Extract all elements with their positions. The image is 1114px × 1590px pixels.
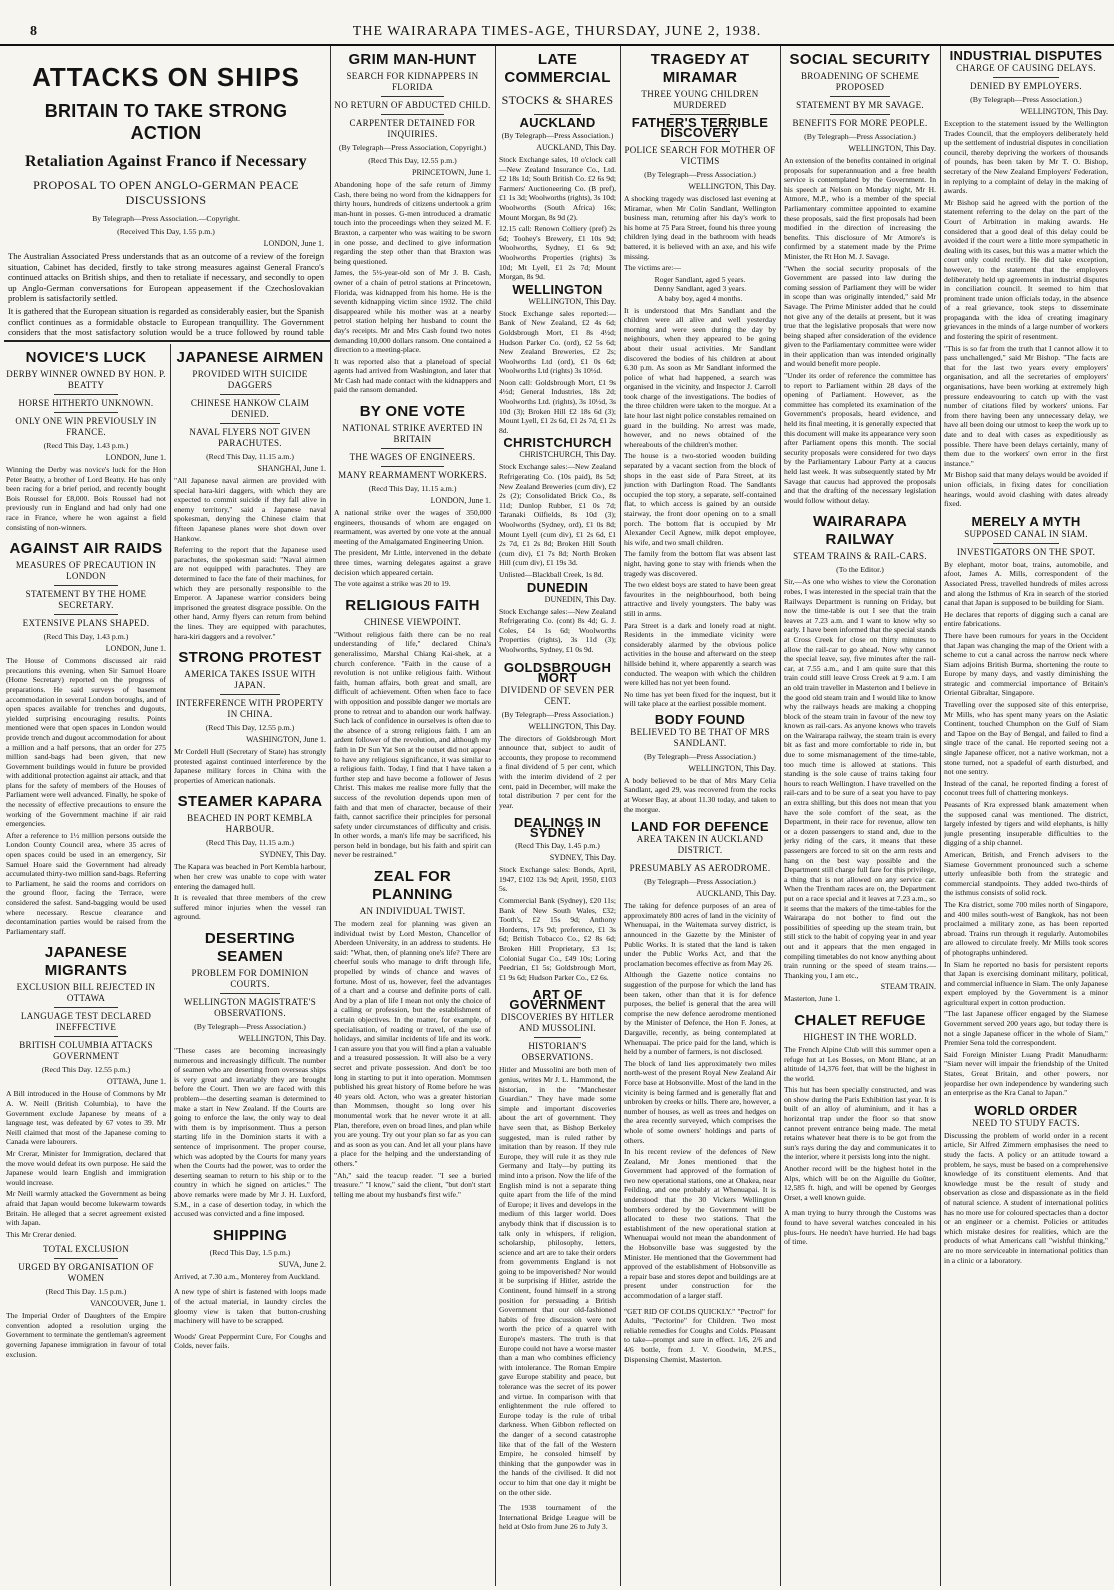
dateline: WELLINGTON, This Day. <box>688 182 776 191</box>
subheadline: PROVIDED WITH SUICIDE DAGGERS <box>192 369 308 390</box>
paragraph: A national strike over the wages of 350,000 engineers, thousands of whom are engaged on rearmament, was averted by one vote at the annual meeting of the Amalgamated Engineering Union. <box>334 508 491 546</box>
paragraph: "Ah," said the teacup reader. "I see a buried treasure." "I know," said the client, "but don't start telling me about my husband's first wife." <box>334 1170 491 1199</box>
subheadline: EXCLUSION BILL REJECTED IN OTTAWA <box>16 982 156 1004</box>
dateline: VANCOUVER, June 1. <box>90 1299 166 1309</box>
subheadline: SEARCH FOR KIDNAPPERS IN FLORIDA <box>346 71 479 92</box>
paragraph: The vote against a strike was 20 to 19. <box>334 579 451 589</box>
page-number: 8 <box>30 24 37 39</box>
headline: JAPANESE AIRMEN <box>176 349 324 366</box>
dateline: WELLINGTON, This Day. <box>1020 107 1108 116</box>
column-rule <box>620 46 621 1586</box>
subheadline: STATEMENT BY MR SAVAGE. <box>796 100 924 110</box>
headline: JAPANESE MIGRANTS <box>44 944 128 980</box>
headline: STEAMER KAPARA <box>177 793 323 811</box>
dateline: WELLINGTON, This Day. <box>528 296 616 306</box>
article-attacks-on-ships <box>8 48 324 338</box>
subheadline: FATHER'S TERRIBLE DISCOVERY <box>631 115 769 140</box>
subheadline: MANY REARMAMENT WORKERS. <box>338 470 487 481</box>
paragraph: Mr Cordell Hull (Secretary of State) has strongly protested against continued interference by the Japanese military forces in China with the properties of American nationals. <box>174 747 326 785</box>
received-time: (Recd This Day, 1.43 p.m.) <box>43 441 129 450</box>
paragraph: The block of land lies approximately two miles north-west of the present Royal New Zealand Air Force base at Hobsonville. Most of the land in the vicinity is being farmed and is generally flat and unbroken by creeks or hills. There are, however, a number of houses, as well as trees and hedges on the area recently surveyed, which comprises the whole of some owners' holdings and parts of others. <box>624 1058 776 1145</box>
paragraph: Travelling over the supposed site of this enterprise, Mr Mills, who has spent many years on the Asiatic Continent, touched Chumphon on the Gulf of Siam and Tapoe on the Bay of Bengal, and failed to find a single trace of the canal. He reported seeing not a single Japanese officer, not a native workman, not a stone turned, not a spadeful of earth disturbed, and not one sentry. <box>944 700 1108 777</box>
subheadline: HIGHEST IN THE WORLD. <box>803 1031 917 1042</box>
subheadline: DISCOVERIES BY HITLER AND MUSSOLINI. <box>500 1012 615 1034</box>
subheadline: AN INDIVIDUAL TWIST. <box>359 906 466 917</box>
paragraph: The house is a two-storied wooden building separated by a vacant section from the block of shops in the east side of Para Street, at its junction with Darlington Road. The Sandlants occupied the top story, a separate, self-contained flat, to which access is gained by an outside stairway, the front door opening on to a small porch. The bottom flat is occupied by Mr Alexander Cecil Agnew, milk depot employee, his wife, and two small children. <box>624 451 776 547</box>
byline: (By Telegraph—Press Association, Copyright.) <box>338 143 487 152</box>
paragraph: The modern zeal for planning was given an individual twist by Lord Meston, Chancellor of Aberdeen University, in an address to students. He said: "What, then, of planning one's life? There are cheerful souls who manage to drift through life, propelled by winds of chance and waves of fortune. Most of us, however, feel the advantages of a chart and a course and definite ports of call. And by a plan of life I mean not only the choice of a calling or profession, but the establishment of certain objectives. In the matter, for example, of specialisation, of reading or travel, of the use of holidays, and similar incidents of life and its work. I can assure you that you will find a plan a valuable and a treasured possession. It will also be a very secret and private possession. And don't be too long in starting to put it into operation. Mommsen published his great history of Rome before he was 40 years old. Acton, who was a greater historian than Mommsen, thought so long over his monumental work that he never wrote it at all. Plan, therefore, even on broad lines, and plan while you are young. Try out your plan so far as you can and as soon as you can. And let all your plans have a place for the helping and the understanding of others." <box>334 919 491 1168</box>
paragraph: A man trying to hurry through the Customs was found to have several watches concealed in his plus-fours. He needn't have hurried. He had bags of time. <box>784 1208 936 1247</box>
subheadline: INTERFERENCE WITH PROPERTY IN CHINA. <box>176 698 324 720</box>
headline: BY ONE VOTE <box>359 403 466 421</box>
dateline: SHANGHAI, June 1. <box>257 464 326 473</box>
section-heading: AUCKLAND <box>519 115 596 130</box>
headline: ART OF GOVERNMENT <box>509 987 606 1013</box>
subheadline: NEED TO STUDY FACTS. <box>972 1117 1080 1128</box>
paragraph: A body believed to be that of Mrs Mary Celia Sandlant, aged 29, was recovered from the rocks at Worser Bay, at about 11.30 today, and taken to the morgue. <box>624 775 776 814</box>
paragraph: Instead of the canal, he reported finding a forest of coconut trees full of chattering monkeys. <box>944 778 1108 798</box>
subheadline: BENEFITS FOR MORE PEOPLE. <box>792 118 928 128</box>
paragraph: In his recent review of the defences of New Zealand, Mr Jones mentioned that the Government had approved of the formation of two new operational stations, one at Ohakea, near Feilding, and one probably at Whenuapai. It is understood that the 30 Vickers Wellington bombers ordered by the Government will be allocated to these two stations. That the establishment of the new operational station at Whenuapai would not mean the abandonment of the Hobsonville base was suggested by the Minister. He mentioned that the Government had approved of the establishment of Hobsonville as a repair base and stores depot and buildings are at present under construction for the accommodation of a larger staff. <box>624 1147 776 1300</box>
paragraph: "Under its order of reference the committee has to report to Parliament within 28 days of the opening of Parliament. However, as the committee has completed its examination of the Government's proposals, heard evidence, and held its final meeting, it is generally expected that this document will make its appearance very soon after Parliament opens this month. The social security proposals were considered for two days by the Parliamentary Labour Party at a caucus held last week. It was subsequently stated by Mr Savage that caucus had approved the proposals and that the drafting of the necessary legislation would follow without delay. <box>784 371 936 505</box>
paragraph: The president, Mr Little, intervened in the debate three times, warning delegates against a grave decision which appeared certain. <box>334 548 491 577</box>
received-time: (By Telegraph—Press Association.) <box>644 170 756 179</box>
paragraph: Mr Neill warmly attacked the Government as being afraid that Japan would become lukewarm towards Britain. He alleged that a secret agreement existed with Japan. <box>6 1189 166 1228</box>
paragraph: Stock Exchange sales:—New Zealand Refrigerating Co. (cont) 8s 4d; G. J. Coles, £4 1s 6d; Woolworths Properties (rights), 3s 11d (3); Woolworths, Sydney, £1 0s 9d. <box>499 606 616 654</box>
paragraph: Noon call: Goldsbrough Mort, £1 9s 4½d; General Industries, 18s 2d; Woolworths Ltd. (rights), 3s 10½d, 3s 10d (3); Broken Hill £2 18s 6d (3); Mount Lyell, £1 2s 6d, £1 2s 7d, £1 2s 8d. <box>499 377 616 435</box>
dateline: OTTAWA, June 1. <box>106 1077 166 1087</box>
subheadline: THE WAGES OF ENGINEERS. <box>349 452 476 463</box>
column-2 <box>174 346 326 1586</box>
paragraph: The House of Commons discussed air raid precautions this evening, when Sir Samuel Hoare (Home Secretary) reported on the progress of preparations. He said surveys of basement accommodation in several London boroughs, and of open spaces available for trenches and dugouts, yielded surprising encouraging results. Points mentioned were that open spaces in London would provide trench and dugout accommodation for about a million and a half persons, that an order for 275 million sand-bags had been given, that new Government buildings would in future be provided with additional protection against air attack, and that plans for the safety of members of the Houses of Parliament were well advanced. Finally, he spoke of the necessity of effective precautions to ensure the working of the Government machine if air raid emergencies. <box>6 656 166 829</box>
received-time: (Recd This Day. 12.55 p.m.) <box>41 1065 131 1075</box>
column-4 <box>499 48 616 1586</box>
subheadline: WELLINGTON MAGISTRATE'S OBSERVATIONS. <box>183 997 317 1019</box>
paragraph: After a reference to 1½ million persons outside the London County Council area, where 35 acres of open spaces could be used in an emergency, Sir Samuel Hoare said the Government had already accumulated thirty-two million sand-bags. Referring to Parliament, he said the rooms and corridors on the ground floor, facing the Terrace, were considered the safest. Sand-bagging would be used where necessary. Rescue clearance and decontamination parties would be raised from the Parliamentary staff. <box>6 830 166 936</box>
dateline: DUNEDIN, This Day. <box>544 594 616 604</box>
paragraph: Abandoning hope of the safe return of Jimmy Cash, there being no word from the kidnappers for thirty hours, hundreds of citizens undertook a grim man-hunt in posses. G-men introduced a dramatic touch into the proceedings when they seized M. F. Braxton, a carpenter who was waiting to be sworn in one posse, and declined to give information regarding the step other than that Braxton was being questioned. <box>334 180 491 266</box>
received-time: (Recd This Day, 12.55 p.m.) <box>368 156 457 165</box>
column-1 <box>6 346 166 1586</box>
received-time: (By Telegraph—Press Association.) <box>804 132 916 141</box>
subheadline: CHINESE VIEWPOINT. <box>363 616 462 627</box>
paragraph: It is revealed that three members of the crew suffered minor injuries when the vessel ran aground. <box>174 893 326 922</box>
dateline: LONDON, June 1. <box>430 496 491 506</box>
subheadline: BEACHED IN PORT KEMBLA HARBOUR. <box>187 813 313 835</box>
subheadline: PROBLEM FOR DOMINION COURTS. <box>191 968 309 990</box>
letter-heading: (To the Editor.) <box>836 565 884 575</box>
received-time: (Recd This Day, 11.15 a.m.) <box>206 452 294 461</box>
paragraph: Stock Exchange sales, 10 o'clock call—New Zealand Insurance Co., Ltd. £2 18s 1d; South British Co. £2 6s 9d; Farmers' Auctioneering Co. (B pref), £1 1s 3d; Woolworths (rights), 3s 10d; Woolworths (South Africa) 16s; Mount Morgan, 8s 9d (2). <box>499 155 616 222</box>
subheadline: BRITISH COLUMBIA ATTACKS GOVERNMENT <box>19 1040 153 1062</box>
place: Masterton, June 1. <box>784 994 841 1004</box>
section-heading: CHRISTCHURCH <box>503 435 612 451</box>
headline: LATE COMMERCIAL <box>504 51 611 86</box>
paragraph: The 1938 tournament of the International Bridge League will be held at Oslo from June 26 to July 3. <box>499 1503 616 1532</box>
received-time: (By Telegraph—Press Association.) <box>970 95 1082 104</box>
paragraph: Exception to the statement issued by the Wellington Trades Council, that the employers deliberately held up the settlement of industrial disputes in conciliation council, thereby depriving the workers of thousands of pounds, has been taken by Mr T. O. Bishop, secretary of the New Zealand Employers' Federation, in replying to a complaint of delay in the making of awards. <box>944 119 1108 196</box>
masthead <box>0 0 1114 46</box>
headline: SHIPPING <box>212 1226 288 1244</box>
paragraph: The French Alpine Club will this summer open a refuge hut at Les Bosses, on Mont Blanc, at an altitude of 14,376 feet, that will be the highest in the world. <box>784 1044 936 1083</box>
paragraph: It was reported also that a planeload of special agents had arrived from Washington, and later that Mr Cash had made contact with the kidnappers and paid the ransom demanded. <box>334 356 491 395</box>
received-time: (Recd This Day, 12.55 p.m.) <box>205 723 295 733</box>
dateline: WELLINGTON, This Day. <box>528 721 616 731</box>
paragraph: He declares that reports of digging such a canal are entire fabrications. <box>944 609 1108 629</box>
paragraph: Although the Gazette notice contains no suggestion of the purpose for which the land has been taken, other than that it is for defence purposes, the belief is general that the area will comprise the new defence aerodrome mentioned by the Minister of Defence, the Hon F. Jones, at Dargaville, recently, as being contemplated at Whenuapai. The price paid for the land, which is held by a number of farmers, is not disclosed. <box>624 970 776 1057</box>
paragraph: The Imperial Order of Daughters of the Empire convention adopted a resolution urging the Government to terminate the gentleman's agreement governing Japanese immigration in favour of total exclusion. <box>6 1311 166 1359</box>
dateline: AUCKLAND, This Day. <box>536 143 616 152</box>
list-item: A baby boy, aged 4 months. <box>657 293 743 303</box>
subheadline: TOTAL EXCLUSION <box>42 1244 130 1255</box>
headline: SOCIAL SECURITY <box>789 51 931 68</box>
column-6 <box>784 48 936 1586</box>
column-rule <box>495 46 496 1586</box>
dateline: CHRISTCHURCH, This Day. <box>519 450 616 460</box>
headline: MERELY A MYTH <box>971 513 1081 529</box>
subheadline: HORSE HITHERTO UNKNOWN. <box>18 398 154 408</box>
paragraph: "Without religious faith there can be no real understanding of life," declared China's generalissimo, Marshal Chiang Kai-shek, at a church conference. "Faith in the cause of a revolution is not unlike religious faith. Without faith, human affairs, both great and small, are difficult of achievement. Often when face to face with opposition and possible danger we mortals are prone to retreat and to abandon our work halfway. Such lack of confidence in ourselves is often due to the absence of a strong religious faith. I am an ardent follower of the revolution, and although my faith in Dr Sun Yat Sen at the outset did not appear to have any religious significance, it was similar to a religious faith. Today, I find that I have taken a further step and have become a follower of Jesus Christ. This makes me realise more fully that the success of the revolution depends upon men of faith and that men of character, because of their faith, cannot sacrifice their principles for personal safety under circumstances of difficulty and crisis. In other words, a man's life may be sacrificed, his person held in bondage, but his faith and spirit can never be restrained." <box>334 629 491 860</box>
paragraph: Peasants of Kra expressed blank amazement when the supposed canal was mentioned. The district, largely infested by tigers and wild elephants, is hilly jungle presenting insuperable difficulties to the digging of a ship channel. <box>944 800 1108 848</box>
headline: STRONG PROTEST <box>178 649 322 667</box>
paragraph: Commercial Bank (Sydney), £20 11s; Bank of New South Wales, £32; Tooth's, £2 15s 9d; Anthony Horderns, 17s 9d; preference, £1 3s 6d; British Tobacco Co., £2 8s 6d; Broken Hill Proprietary, £3 1s; Colonial Sugar Co., £49 10s; Loring Peedrian, £1 5s; Goldsbrough Mort, £1 9s 6d; Hudson Parker Co., £2 6s. <box>499 896 616 982</box>
paragraph: It is understood that Mrs Sandlant and the children were all alive and well yesterday morning and were seen during the day by neighbours, when they appeared to be going about their usual activities. Mr Sandlant discovered the bodies of his children at about 6.30 p.m. As soon as Mr Sandlant informed the police of what had happened, a search was organised in the vicinity, and Inspector J. Carroll took charge of the investigations. The bodies of the three children were taken to the morgue. At a late hour last night police constables remained on guard in the building. No arrest was made, however, and no news obtained of the whereabouts of the children's mother. <box>624 305 776 449</box>
paragraph: Discussing the problem of world order in a recent article, Sir Alfred Zimmern emphasises the need to study the facts. A policy or an attitude toward a problem, he says, must be based on a comprehensive knowledge of its constituent elements. And that knowledge must be the result of study and observation as close and dispassionate as in the field of natural science. A student of international politics has no more use for coloured spectacles than a doctor or an engineer or a chemist. Policies or attitudes which mistake desires for realities, which are the products of what Americans call "wishful thinking," are no more serviceable in international politics than in a clinic or a laboratory. <box>944 1130 1108 1265</box>
received-time: (Recd This Day, 1.5 p.m.) <box>209 1247 291 1257</box>
paragraph: Stock Exchange sales reported:—Bank of New Zealand, £2 4s 6d; Goldsbrough Mort, £1 8s 4½d; Hudson Parker Co. (ord), £2 5s 6d; New Zealand Breweries, £2 2s; Woolworths Ltd (ord), £1 0s 6d; Woolworths Ltd (rights) 3s 10½d. <box>499 308 616 376</box>
paragraph: The Kapara was beached in Port Kembla harbour, when her crew was unable to cope with water entering the damaged hull. <box>174 862 326 891</box>
headline: ATTACKS ON SHIPS <box>32 62 300 92</box>
received-time: (Recd This Day, 1.45 p.m.) <box>515 841 600 851</box>
subheadline: EXTENSIVE PLANS SHAPED. <box>22 618 150 629</box>
dateline: WELLINGTON, This Day. <box>688 763 776 773</box>
headline: ZEAL FOR PLANNING <box>372 868 453 904</box>
newspaper-title: THE WAIRARAPA TIMES-AGE, THURSDAY, JUNE 2, 1938. <box>352 24 762 39</box>
paragraph: Stock Exchange sales:—New Zealand Refrigerating Co. (10s paid), 8s 5d; New Zealand Breweries (cum div), £2 2s (2); Consolidated Brick Co., 8s 11d; Dunlop Rubber, £1 0s 7d; Taranaki Oilfields, 8s 10d (3); Woolworths (Sydney, ord), £1 0s 8d; Mount Lyell (cum div), £1 2s 6d, £1 2s 7d, £1 2s 8d; Broken Hill South (cum div), £1 7s 8d; North Broken Hill (cum div), £1 19s 3d. <box>499 462 616 568</box>
advertisement: Woods' Great Peppermint Cure, For Coughs and Colds, never fails. <box>174 1331 326 1351</box>
subheadline: AMERICA TAKES ISSUE WITH JAPAN. <box>184 669 316 691</box>
subheadline: LANGUAGE TEST DECLARED INEFFECTIVE <box>20 1011 152 1033</box>
column-5 <box>624 48 776 1586</box>
paragraph: "When the social security proposals of the Government are passed into law during the coming session of Parliament they will be wider in scope than was originally intended," said Mr Savage. The Prime Minister added that he could not give any of the details at present, but it was true that the legislative proposals that were now being shaped after consideration of the evidence given to the Parliamentary committee were wider in their application than was intended originally and would benefit more people. <box>784 263 936 369</box>
paragraph: No time has yet been fixed for the inquest, but it will take place at the earliest possible moment. <box>624 689 776 709</box>
column-rule <box>780 46 781 1586</box>
paragraph: The family from the bottom flat was absent last night, having gone to stay with friends when the tragedy was discovered. <box>624 549 776 578</box>
subheadline: NO RETURN OF ABDUCTED CHILD. <box>334 100 491 110</box>
received-time: (Recd This Day, 11.15 a.m.) <box>368 484 457 494</box>
paragraph: Unlisted—Blackball Creek, 1s 8d. <box>499 569 604 579</box>
subheadline: INVESTIGATORS ON THE SPOT. <box>956 546 1096 557</box>
headline: TRAGEDY AT MIRAMAR <box>650 51 750 86</box>
paragraph: James, the 5½-year-old son of Mr J. B. Cash, owner of a chain of petrol stations at Princetown, Florida, was kidnapped from his home. He is the seventh kidnapping victim since 1932. The child disappeared while his mother was at a nearby petrol station helping her husband to count the day's receipts. Mr and Mrs Cash found two notes demanding 10,000 dollars ransom. One contained a direction to a meeting-place. <box>334 268 491 355</box>
paragraph: The directors of Goldsbrough Mort announce that, subject to audit of accounts, they propose to recommend a final dividend of 5 per cent, which with the interim dividend of 2 per cent, paid in December, will make the total distribution 7 per cent for the year. <box>499 733 616 810</box>
deck-secondary: PROPOSAL TO OPEN ANGLO-GERMAN PEACE DISCUSSIONS <box>33 178 299 207</box>
subheadline: ONLY ONE WIN PREVIOUSLY IN FRANCE. <box>15 416 157 437</box>
dateline: LONDON, June 1. <box>263 239 324 248</box>
paragraph: "This is so far from the truth that I cannot allow it to pass unchallenged," said Mr Bishop. "The facts are that for the last two years every employers' organisation, and all the secretaries of employers' organisations, have been working at extremely high pressure endeavouring to catch up with the vast number of citations filed by workers' unions. Far from there having been any unnecessary delay, we have all been doing our utmost to keep the work up to date and to deal with cases as expeditiously as possible. There have been delays certainly, many of them due to the workers' own error in the first instance." <box>944 343 1108 468</box>
subheadline: HISTORIAN'S OBSERVATIONS. <box>521 1041 594 1063</box>
advertisement: "GET RID OF COLDS QUICKLY." "Pectrol" for Adults, "Pectorine" for Children. Two most reliable remedies for Coughs and Colds. Pleasant to take—prompt and sure in effect. 1/6, 2/6 and 4/6 bottle, from J. V. Goodwin, M.P.S., Dispensing Chemist, Masterton. <box>624 1306 776 1364</box>
dateline: AUCKLAND, This Day. <box>696 889 776 899</box>
subheadline: NATIONAL STRIKE AVERTED IN BRITAIN <box>342 423 483 445</box>
column-rule <box>940 46 941 1586</box>
subheadline: CHINESE HANKOW CLAIM DENIED. <box>190 398 310 419</box>
received-time: (By Telegraph—Press Association.) <box>644 877 756 887</box>
received-time: (Recd This Day. 1.5 p.m.) <box>45 1287 127 1297</box>
subheadline: DERBY WINNER OWNED BY HON. P. BEATTY <box>6 369 166 390</box>
paragraph: Stock Exchange sales: Bonds, April, 1947, £102 13s 9d; April, 1950, £103 5s. <box>499 865 616 894</box>
headline: GRIM MAN-HUNT <box>348 51 477 68</box>
subheadline: CARPENTER DETAINED FOR INQUIRIES. <box>349 118 476 139</box>
received-time: (By Telegraph—Press Association.) <box>501 709 614 719</box>
subheadline: NAVAL FLYERS NOT GIVEN PARACHUTES. <box>189 427 311 448</box>
byline: By Telegraph—Press Association.—Copyright. <box>92 214 240 223</box>
paragraph: The taking for defence purposes of an area of approximately 800 acres of land in the vicinity of Whenuapai, in the Waitemata survey district, is announced in the Gazette by the Minister of Public Works. It is stated that the land is taken under the Public Works Act, and that the proclamation becomes effective as from May 26. <box>624 901 776 968</box>
paragraph: Mr Bishop said that many delays would be avoided if union officials, in fixing dates for conciliation hearings, would avoid clashing with dates already fixed. <box>944 470 1108 509</box>
subheadline: URGED BY ORGANISATION OF WOMEN <box>18 1262 154 1284</box>
paragraph: American, British, and French advisers to the Siamese Government pronounced such a scheme utterly unfeasible both from the strategic and commercial standpoints. They added two-thirds of the isthmus consists of solid rock. <box>944 849 1108 898</box>
headline: LAND FOR DEFENCE <box>631 819 769 835</box>
subheadline: SUPPOSED CANAL IN SIAM. <box>964 528 1088 539</box>
paragraph: Said Foreign Minister Luang Pradit Manudharm: "Siam never will impair the friendship of the United States, Great Britain, and other powers, nor jeopardise her own independence by wandering such an enterprise as the Kra Canal to Japan." <box>944 1049 1108 1098</box>
headline: AGAINST AIR RAIDS <box>9 540 163 558</box>
paragraph: By elephant, motor boat, trains, automobile, and afoot, James A. Mills, correspondent of the Associated Press, travelled hundreds of miles across and along the Isthmus of Kra in search of the storied canal that Japan is supposed to be building for Siam. <box>944 559 1108 608</box>
headline: CHALET REFUGE <box>794 1011 926 1029</box>
subheadline: THREE YOUNG CHILDREN MURDERED <box>641 89 759 110</box>
dateline: LONDON, June 1. <box>105 453 166 462</box>
paragraph: This hut has been specially constructed, and was on show during the Paris Exhibition last year. It is built of an alloy of aluminium, and it has a horizontal trap under the floor so that snow cannot prevent entrance being made. The metal retains whatever heat there is to be got from the sun's rays during the day and communicates it to the interior, where it persists long into the night. <box>784 1085 936 1162</box>
column-7 <box>944 48 1108 1586</box>
headline: GOLDSBROUGH MORT <box>503 659 612 685</box>
column-rule <box>170 344 171 1586</box>
section-heading: WELLINGTON <box>512 281 603 297</box>
subheadline: PRESUMABLY AS AERODROME. <box>629 863 771 874</box>
dateline: SYDNEY, This Day. <box>259 850 326 860</box>
dateline: WELLINGTON, This Day. <box>238 1034 326 1044</box>
section-heading: DUNEDIN <box>526 579 589 595</box>
paragraph: An extension of the benefits contained in original proposals for superannuation and a free health service is contemplated by the Government. In his speech at Nelson on Monday night, Mr H. Atmore, M.P., who is a member of the special Parliamentary committee appointed to examine these proposals, said the first proposals had been modified in the direction of increasing the benefits. This disclosure of Mr Atmore's is confirmed by a statement made by the Prime Minister, the Rt Hon M. J. Savage. <box>784 156 936 261</box>
subheadline: BROADENING OF SCHEME PROPOSED <box>800 71 919 92</box>
paragraph: A new type of shirt is fastened with loops made of the actual material, in laundry circles the gloomy view is taken that button-crushing machinery will have to be scrapped. <box>174 1287 326 1326</box>
paragraph: "The last Japanese officer engaged by the Siamese Government served 200 years ago, but today there is not a single Japanese officer in the whole of Siam," Premier Sena told the correspondent. <box>944 1009 1108 1048</box>
received-time: (By Telegraph—Press Association.) <box>501 131 614 140</box>
paragraph: Referring to the report that the Japanese used parachutes, the spokesman said: "Naval airmen are not equipped with parachutes. They are determined to face the fate of their machines, for which they are personally responsible to the Emperor. A Japanese warrior considers being imprisoned the greatest disgrace possible. On the other hand, Army flyers can return from behind the lines. They are equipped with parachutes, hara-kiri daggers and a revolver." <box>174 545 326 641</box>
received-time: (By Telegraph—Press Association.) <box>644 751 756 761</box>
paragraph: This Mr Crerar denied. <box>6 1229 77 1239</box>
paragraph: The Australian Associated Press understands that as an outcome of a review of the foreign situation, Cabinet has decided, firstly to take strong measures against General Franco's continued attacks on British ships, and then to retaliate if necessary, and secondly to open up Anglo-German conversations for European appeasement if the Czechoslovakian problem is satisfactorily settled. <box>8 251 324 304</box>
received-time: (Received This Day, 1.55 p.m.) <box>117 227 215 236</box>
paragraph: Para Street is a dark and lonely road at night. Residents in the immediate vicinity were considerably alarmed by the obvious police activities in the house and afterward on the steep hillside behind it, where apparently a search was conducted. The weapon with which the children were killed has not yet been found. <box>624 620 776 688</box>
headline: WORLD ORDER <box>974 1102 1078 1118</box>
subheadline: MEASURES OF PRECAUTION IN LONDON <box>15 560 157 582</box>
list-item: Denny Sandlant, aged 3 years. <box>653 284 747 294</box>
subheadline: STEAM TRAINS & RAIL-CARS. <box>793 551 927 562</box>
paragraph: In Siam he reported no basis for persistent reports that Japan is exercising dominant military, political, and commercial influence in Siam. The only Japanese expert employed by the Government is a minor agricultural expert in cotton production. <box>944 959 1108 1007</box>
dateline: PRINCETOWN, June 1. <box>412 168 491 177</box>
subheadline: BODY FOUND <box>654 711 746 727</box>
headline: DEALINGS IN SYDNEY <box>513 815 602 841</box>
dateline: WELLINGTON, This Day. <box>848 144 936 153</box>
headline: DESERTING SEAMEN <box>204 930 296 966</box>
received-time: (Recd This Day, 1.43 p.m.) <box>43 632 129 642</box>
paragraph: A Bill introduced in the House of Commons by Mr A. W. Neill (British Columbia), to have the Government exclude Japanese by means of a language test, was defeated by 67 votes to 39. Mr Neill claimed that most of the Japanese coming to Canada were labourers. <box>6 1089 166 1147</box>
subheadline: POLICE SEARCH FOR MOTHER OF VICTIMS <box>624 145 776 166</box>
paragraph: "All Japanese naval airmen are provided with special hara-kiri daggers, with which they are expected to commit suicide if they fall alive in enemy territory," said a Japanese naval spokesman, denying the Chinese claim that fifteen Japanese planes were shot down over Hankow. <box>174 476 326 543</box>
subheadline: BRITAIN TO TAKE STRONG ACTION <box>44 101 288 143</box>
deck: Retaliation Against Franco if Necessary <box>25 153 307 170</box>
paragraph: The Kra district, some 700 miles north of Singapore, and 400 miles south-west of Bangkok, has not been proclaimed a military zone, as has been reported abroad. Trains run through it regularly. Automobiles are allowed to circulate freely. Mr Mills took scores of photographs unhindered. <box>944 899 1108 957</box>
paragraph: Another record will be the highest hotel in the Alps, which will be on the Aiguille du Goûter, 12,585 ft. high, and will be opened by Georges Orset, a well known guide. <box>784 1164 936 1202</box>
column-rule <box>330 46 331 1586</box>
subheadline: DIVIDEND OF SEVEN PER CENT. <box>500 684 615 706</box>
received-time: (Recd This Day, 11.15 a.m.) <box>206 838 294 848</box>
paragraph: There have been rumours for years in the Occident that Japan was changing the map of the Orient with a scheme to cut a canal across the narrow neck where Siam adjoins British Burma, shortening the route to Europe by many days, and vastly diminishing the strategic and commercial importance of Britain's Oriental Gibraltar, Singapore. <box>944 630 1108 698</box>
paragraph: Winning the Derby was novice's luck for the Hon Peter Beatty, a brother of Lord Beatty. He has only been racing for a brief period, and recently bought Bois Roussel for £8,000. Bois Roussel had not previously run in England and had only had one race in France, where he won against a field consisting of non-winners. <box>6 465 166 532</box>
subheadline: BELIEVED TO BE THAT OF MRS SANDLANT. <box>630 726 770 748</box>
dateline: SYDNEY, This Day. <box>549 853 616 863</box>
list-item: Roger Sandlant, aged 5 years. <box>654 274 746 284</box>
paragraph: "These cases are becoming increasingly numerous and increasingly difficult. The number of seamen who are deserting from overseas ships is very great and invariably they are brought before the Court. Then we are faced with this problem—the deserting seaman is determined to make a start in New Zealand. If the Courts are going to enforce the law, the only way to deal with them is by imprisonment. Thus a person starting life in the Dominion starts it with a sentence of imprisonment. The proper course, which was adopted by the Courts for many years when the Courts had the power, was to order the deserting seaman to return to his ship or to the country in which he signed on articles." The above remarks were made by Mr J. H. Luxford, S.M., in a case of desertion today, in which the accused was convicted and a fine imposed. <box>174 1046 326 1219</box>
headline: RELIGIOUS FAITH <box>345 596 480 614</box>
headline: INDUSTRIAL DISPUTES <box>949 48 1103 63</box>
received-time: (By Telegraph—Press Association.) <box>194 1022 306 1032</box>
paragraph: The victims are:— <box>624 263 681 273</box>
paragraph: Mr Bishop said he agreed with the portion of the statement referring to the delay on the part of the Court of Arbitration in making awards. He considered that a good deal of this delay could be avoided if the court were a little more sympathetic in dealing with its cases, but this was a matter which the court only could rectify. He did take exception, however, to the statement that the employers deliberately held up agreements in industrial disputes in conciliation council. It seemed to him that prominent trade union officials today, in the absence of a real grievance, took steps to disseminate propaganda with the idea of creating imaginary grievances in the minds of a large number of workers and fostering the spirit of resentment. <box>944 197 1108 342</box>
subheadline: AREA TAKEN IN AUCKLAND DISTRICT. <box>636 834 764 856</box>
headline: NOVICE'S LUCK <box>25 349 147 366</box>
subheadline: STATEMENT BY THE HOME SECRETARY. <box>25 589 147 611</box>
subheadline: CHARGE OF CAUSING DELAYS. <box>956 63 1096 73</box>
paragraph: It is gathered that the European situation is regarded as considerably easier, but the Spanish conflict continues as a formidable obstacle to European tranquillity. The Government considers that the most satisfactory solution would be a truce followed by round table <box>8 305 324 338</box>
signoff: STEAM TRAIN. <box>880 982 936 992</box>
paragraph: Sir,—As one who wishes to view the Coronation robes, I was interested in the special train that the Railways Department is running on Friday, but now the time-table is out I see that the train leaves at 7.23 a.m. and I want to know why so early. I have been informed that the special stands at Cross Creek for close on thirty minutes to allow the rail-car to go ahead. Now why cannot the special leave, say, five minutes after the rail-car, at 7.55 a.m., and I am quite sure that this train could still leave Cross Creek at 9 a.m. I am an old train traveller in Masterton and I believe in the good old steam train and I would like to know why the railways heads are making a chopping block of the steam train in favour of the new toy known as rail-cars. As anyone knows who travels on the Wairarapa railway, the steam train is every bit as fast and more comfortable to ride in, but due to some mismanagement of the time-table, too much time is allowed at stations. This standing is the sole cause of trains taking four hours to reach Wellington. I have travelled on the rail-cars and to be sure of a seat you have to pay an extra shilling, but this does not mean that you have the sole comfort of the seat, as the Department, in their race for revenue, allow ten or a dozen passengers to stand and, due to the jerky riding of the cars, it means that these passengers are forced to sit on the arm rests and hang on the best way possible and the Department still charge full fare for this privilege, a thing that is not allowed on any service car. When the Trentham races are on, the Department put on a race special and it leaves at 7.23 a.m., so it seems that the makers of the time-tables for the Wairarapa do not bother to find out the possibilities of speeding up the steam train, but still stick to the habit of copying year in and year out and it appears that the men engaged in compiling timetables do not know anything about train running or the speed of steam trains.—Thanking you, I am etc., <box>784 577 936 980</box>
dateline: WASHINGTON, June 1. <box>246 735 326 745</box>
paragraph: The two eldest boys are stated to have been great favourites in the neighbourhood, both being attractive and lively youngsters. The baby was still in arms. <box>624 580 776 618</box>
paragraph: 12.15 call: Renown Colliery (pref) 2s 6d; Toohey's Brewery, £1 10s 9d; Woolworths, Sydney, £1 6s 9d; Woolworths Properties (rights) 3s 10d; Mt Lyell, £1 2s 7d; Mount Morgan, 8s 9d. <box>499 224 616 282</box>
paragraph: A shocking tragedy was disclosed last evening at Miramar, when Mr Colin Sandlant, Wellington business man, returning after his day's work to his home at 75 Para Street, found his three young children lying dead in the bathroom with heads battered, it is believed with an axe, and his wife missing. <box>624 194 776 261</box>
column-3 <box>334 48 491 1586</box>
paragraph: Hitler and Mussolini are both men of genius, writes Mr J. L. Hammond, the historian, in the "Manchester Guardian." They have made some simple and important discoveries about the art of government. They have seen that, as Bishop Berkeley suggested, man is ruled rather by imitation than by reason. If they rule Europe, they will rule it as they rule Germany and Italy—by putting its mind into a prison. Now the life of the English mind is not a separate thing quite apart from the life of the mind of Europe; it lives and develops in the medium of this larger world. Does anybody think that if discussion is to talk only in whispers, if religion, scholarship, philosophy, letters, science and art are to take their orders from governments England is not going to be impoverished? Nor would it be surprising if Hitler, astride the Continent, found himself in a strong position for persuading a British Government that our old-fashioned habits of free discussion were not worth the price of a quarrel with Europe's masters. The truth is that Europe could not have a worse master than a man who combines efficiency with intolerance. The Roman Empire gave Europe stability and peace, but tolerance was the secret of its power and virtue. In comparison with that enlightenment the rule offered to Europe today is the rule of tribal darkness. When Gibbon reflected on the danger of a second catastrophe like that of the fall of the Western Empire, he consoled himself by thinking that the gunpowder was in the hands of the civilised. It did not occur to him that one day it might be on the other side. <box>499 1065 616 1497</box>
subheadline: STOCKS & SHARES <box>501 93 614 107</box>
dateline: SUVA, June 2. <box>278 1259 326 1269</box>
headline: WAIRARAPA RAILWAY <box>812 513 908 549</box>
subheadline: DENIED BY EMPLOYERS. <box>970 81 1082 91</box>
section-rule <box>4 340 330 342</box>
paragraph: Arrived, at 7.30 a.m., Monterey from Auckland. <box>174 1271 320 1281</box>
dateline: LONDON, June 1. <box>105 644 166 654</box>
paragraph: Mr Crerar, Minister for Immigration, declared that the move would defeat its own purpose. He said the Japanese would learn English and immigration would increase. <box>6 1148 166 1187</box>
